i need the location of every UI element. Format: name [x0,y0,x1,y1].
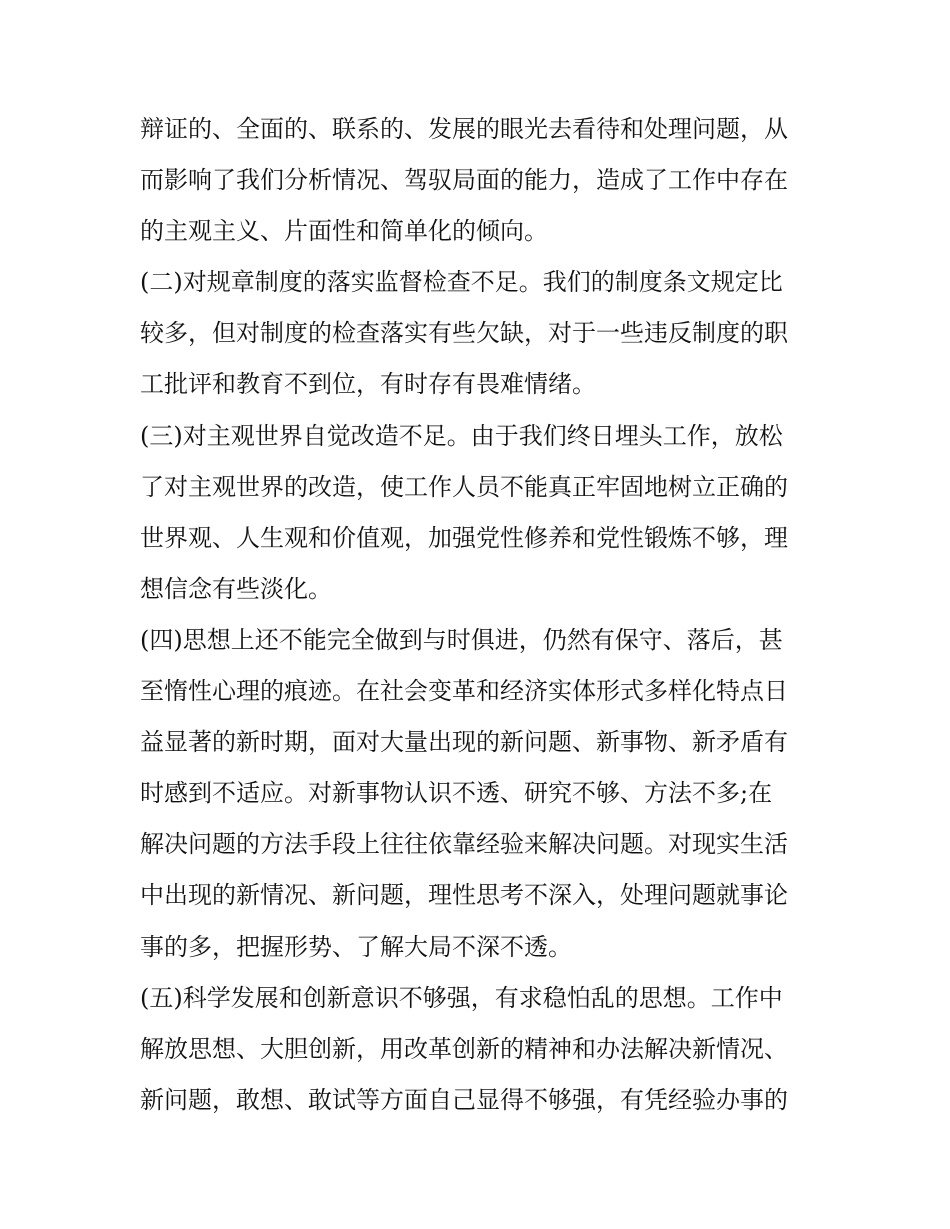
text-line: (五)科学发展和创新意识不够强，有求稳怕乱的思想。工作中 [140,983,783,1012]
text-line: 工批评和教育不到位，有时存有畏难情绪。 [140,370,596,399]
text-line: 新问题，敢想、敢试等方面自己显得不够强，有凭经验办事的 [140,1085,788,1114]
text-line: 较多，但对制度的检查落实有些欠缺，对于一些违反制度的职 [140,319,788,348]
text-line: 时感到不适应。对新事物认识不透、研究不够、方法不多;在 [140,779,773,808]
text-line: 辩证的、全面的、联系的、发展的眼光去看待和处理问题，从 [140,115,788,143]
text-line: 的主观主义、片面性和简单化的倾向。 [140,217,548,246]
text-line: 解决问题的方法手段上往往依靠经验来解决问题。对现实生活 [140,830,788,859]
text-line: 想信念有些淡化。 [140,574,332,603]
text-line: 了对主观世界的改造，使工作人员不能真正牢固地树立正确的 [140,472,788,501]
text-line: 益显著的新时期，面对大量出现的新问题、新事物、新矛盾有 [140,728,788,757]
text-line: 解放思想、大胆创新，用改革创新的精神和办法解决新情况、 [140,1034,788,1063]
text-line: 世界观、人生观和价值观，加强党性修养和党性锻炼不够，理 [140,523,788,552]
text-line: 至惰性心理的痕迹。在社会变革和经济实体形式多样化特点日 [140,677,788,706]
text-line: 事的多，把握形势、了解大局不深不透。 [140,932,572,961]
text-line: (三)对主观世界自觉改造不足。由于我们终日埋头工作，放松 [140,421,783,450]
text-line: 而影响了我们分析情况、驾驭局面的能力，造成了工作中存在 [140,166,788,195]
text-line: (四)思想上还不能完全做到与时俱进，仍然有保守、落后，甚 [140,625,783,654]
document-body [140,104,830,1126]
text-line: (二)对规章制度的落实监督检查不足。我们的制度条文规定比 [140,268,783,297]
text-line: 中出现的新情况、新问题，理性思考不深入，处理问题就事论 [140,881,788,910]
